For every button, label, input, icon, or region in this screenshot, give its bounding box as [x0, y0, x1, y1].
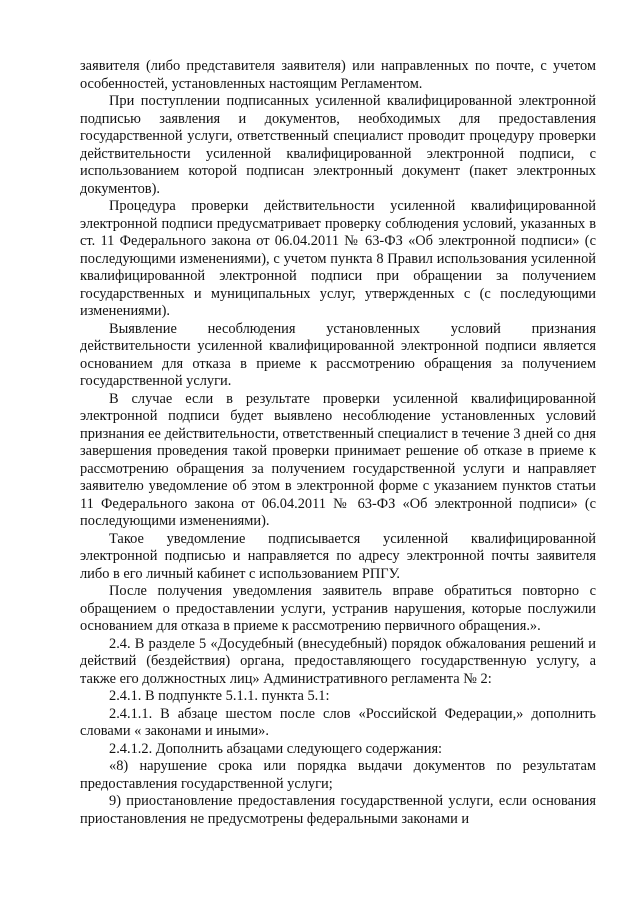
paragraph-signature-check-procedure: При поступлении подписанных усиленной квалифицированной электронной подписью заявления и документов, необходимых для предоставления государственной услуги, ответственный специалист проводит процедуру проверки действительности усиленной квалифицированной электронной подписи, с использованием которой подписан электронный документ (пакет электронных документов).	[80, 93, 596, 197]
paragraph-section-2-4: 2.4. В разделе 5 «Досудебный (внесудебный) порядок обжалования решений и действий (бездействия) органа, предоставляющего государственную услугу, а также его должностных лиц» Административного регламента № 2:	[80, 635, 596, 687]
paragraph-continuation: заявителя (либо представителя заявителя) или направленных по почте, с учетом особенностей, установленных настоящим Регламентом.	[80, 58, 596, 92]
paragraph-refusal-basis: Выявление несоблюдения установленных условий признания действительности усиленной квалифицированной электронной подписи является основанием для отказа в приеме к рассмотрению обращения за получением государственной услуги.	[80, 320, 596, 389]
paragraph-item-9: 9) приостановление предоставления государственной услуги, если основания приостановления не предусмотрены федеральными законами и	[80, 793, 596, 827]
paragraph-notification: Такое уведомление подписывается усиленной квалифицированной электронной подписью и направляется по адресу электронной почты заявителя либо в его личный кабинет с использованием РПГУ.	[80, 530, 596, 582]
paragraph-subsection-2-4-1-2: 2.4.1.2. Дополнить абзацами следующего содержания:	[109, 740, 443, 757]
document-page	[80, 58, 596, 828]
paragraph-verification-conditions: Процедура проверки действительности усиленной квалифицированной электронной подписи предусматривает проверку соблюдения условий, указанных в ст. 11 Федерального закона от 06.04.2011 № 63-ФЗ «Об электронной подписи» (с последующими изменениями), с учетом пункта 8 Правил использования усиленной квалифицированной электронной подписи при обращении за получением государственных и муниципальных услуг, утвержденных с (с последующими изменениями).	[80, 198, 596, 319]
paragraph-item-8: «8) нарушение срока или порядка выдачи документов по результатам предоставления государственной услуги;	[80, 758, 596, 792]
paragraph-repeat-request: После получения уведомления заявитель вправе обратиться повторно с обращением о предоставлении услуги, устранив нарушения, которые послужили основанием для отказа в приеме к рассмотрению первичного обращения.».	[80, 583, 596, 634]
paragraph-subsection-2-4-1-1: 2.4.1.1. В абзаце шестом после слов «Российской Федерации,» дополнить словами « законами и иными».	[80, 705, 596, 739]
paragraph-subsection-2-4-1: 2.4.1. В подпункте 5.1.1. пункта 5.1:	[109, 688, 330, 704]
paragraph-refusal-decision: В случае если в результате проверки усиленной квалифицированной электронной подписи будет выявлено несоблюдение установленных условий признания ее действительности, ответственный специалист в течение 3 дней со дня завершения проведения такой проверки принимает решение об отказе в приеме к рассмотрению обращения за получением государственной услуги и направляет заявителю уведомление об этом в электронной форме с указанием пунктов статьи 11 Федерального закона от 06.04.2011 № 63-ФЗ «Об электронной подписи» (с последующими изменениями).	[80, 390, 596, 529]
